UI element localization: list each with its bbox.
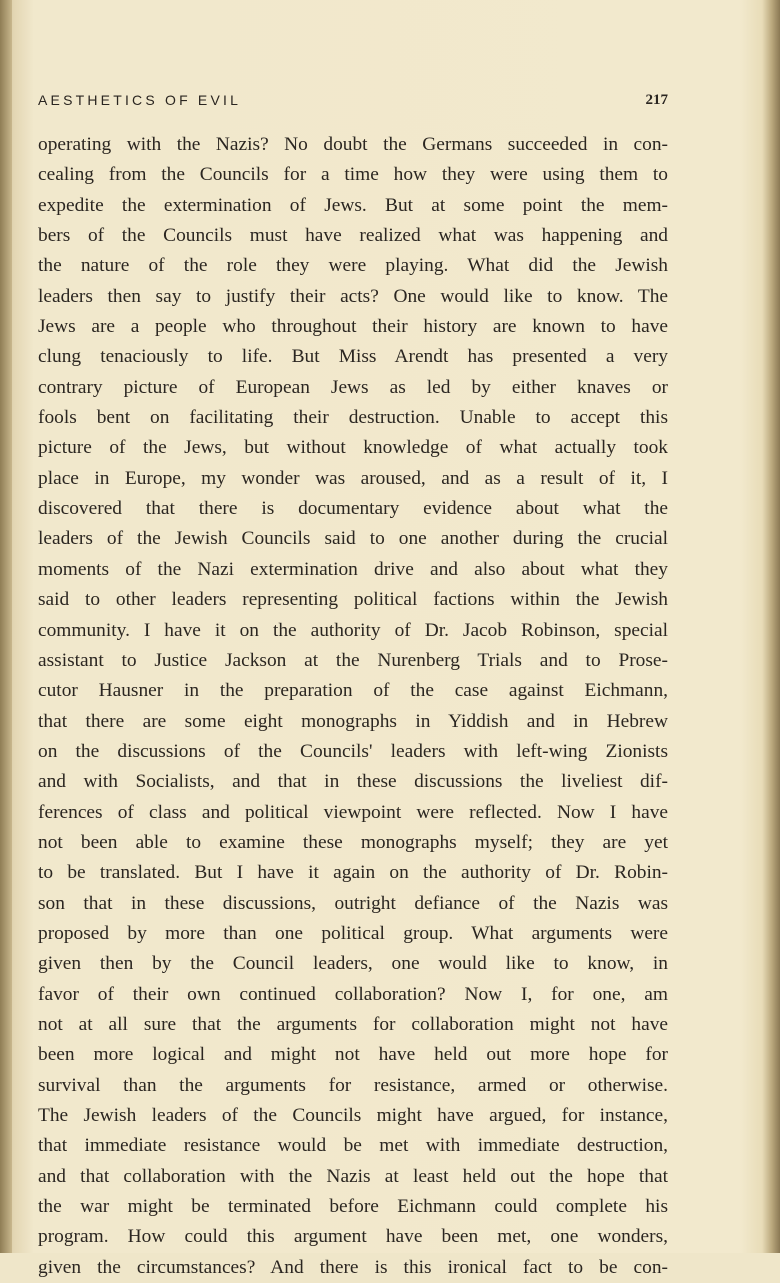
page-header xyxy=(38,92,668,116)
text-line: proposed by more than one political group. What arguments were xyxy=(38,922,668,944)
text-line: assistant to Justice Jackson at the Nurenberg Trials and to Prose- xyxy=(38,649,668,671)
text-line: son that in these discussions, outright defiance of the Nazis was xyxy=(38,892,668,914)
text-line: operating with the Nazis? No doubt the Germans succeeded in con- xyxy=(38,134,668,155)
text-line: community. I have it on the authority of Dr. Jacob Robinson, special xyxy=(38,619,668,641)
text-line: program. How could this argument have been met, one wonders, xyxy=(38,1226,668,1248)
text-line: not been able to examine these monographs myself; they are yet xyxy=(38,831,668,853)
text-line: picture of the Jews, but without knowledge of what actually took xyxy=(38,437,668,459)
book-spine-shadow xyxy=(0,0,12,1253)
text-line: fools bent on facilitating their destruction. Unable to accept this xyxy=(38,407,668,429)
text-line: place in Europe, my wonder was aroused, and as a result of it, I xyxy=(38,467,668,489)
text-line: cutor Hausner in the preparation of the case against Eichmann, xyxy=(38,680,668,702)
text-line: the war might be terminated before Eichmann could complete his xyxy=(38,1196,668,1218)
text-line: and with Socialists, and that in these discussions the liveliest dif- xyxy=(38,771,668,793)
text-line: and that collaboration with the Nazis at least held out the hope that xyxy=(38,1165,668,1187)
text-line: leaders of the Jewish Councils said to one another during the crucial xyxy=(38,528,668,550)
text-line: Jews are a people who throughout their history are known to have xyxy=(38,316,668,338)
page-number: 217 xyxy=(645,92,668,108)
text-line: discovered that there is documentary evidence about what the xyxy=(38,498,668,520)
text-line: The Jewish leaders of the Councils might have argued, for instance, xyxy=(38,1105,668,1126)
text-line: given the circumstances? And there is this ironical fact to be con- xyxy=(38,1256,668,1278)
text-line: contrary picture of European Jews as led by either knaves or xyxy=(38,376,668,398)
text-line: leaders then say to justify their acts? One would like to know. The xyxy=(38,285,668,307)
text-line: been more logical and might not have held out more hope for xyxy=(38,1044,668,1066)
running-head: AESTHETICS OF EVIL xyxy=(38,92,242,108)
text-line: to be translated. But I have it again on the authority of Dr. Robin- xyxy=(38,862,668,884)
body-text xyxy=(38,130,668,1283)
text-line: moments of the Nazi extermination drive and also about what they xyxy=(38,558,668,580)
text-line: not at all sure that the arguments for collaboration might not have xyxy=(38,1013,668,1035)
text-line: the nature of the role they were playing. What did the Jewish xyxy=(38,255,668,277)
text-line: bers of the Councils must have realized what was happening and xyxy=(38,225,668,247)
text-line: said to other leaders representing political factions within the Jewish xyxy=(38,589,668,611)
text-line: favor of their own continued collaboration? Now I, for one, am xyxy=(38,983,668,1005)
text-line: expedite the extermination of Jews. But at some point the mem- xyxy=(38,194,668,216)
text-line: ferences of class and political viewpoint were reflected. Now I have xyxy=(38,801,668,823)
text-line: given then by the Council leaders, one would like to know, in xyxy=(38,953,668,975)
text-line: survival than the arguments for resistance, armed or otherwise. xyxy=(38,1074,668,1096)
text-line: cealing from the Councils for a time how they were using them to xyxy=(38,164,668,186)
text-line: on the discussions of the Councils' leaders with left-wing Zionists xyxy=(38,740,668,762)
text-line: clung tenaciously to life. But Miss Arendt has presented a very xyxy=(38,346,668,368)
text-line: that immediate resistance would be met with immediate destruction, xyxy=(38,1135,668,1157)
text-line: that there are some eight monographs in Yiddish and in Hebrew xyxy=(38,710,668,732)
